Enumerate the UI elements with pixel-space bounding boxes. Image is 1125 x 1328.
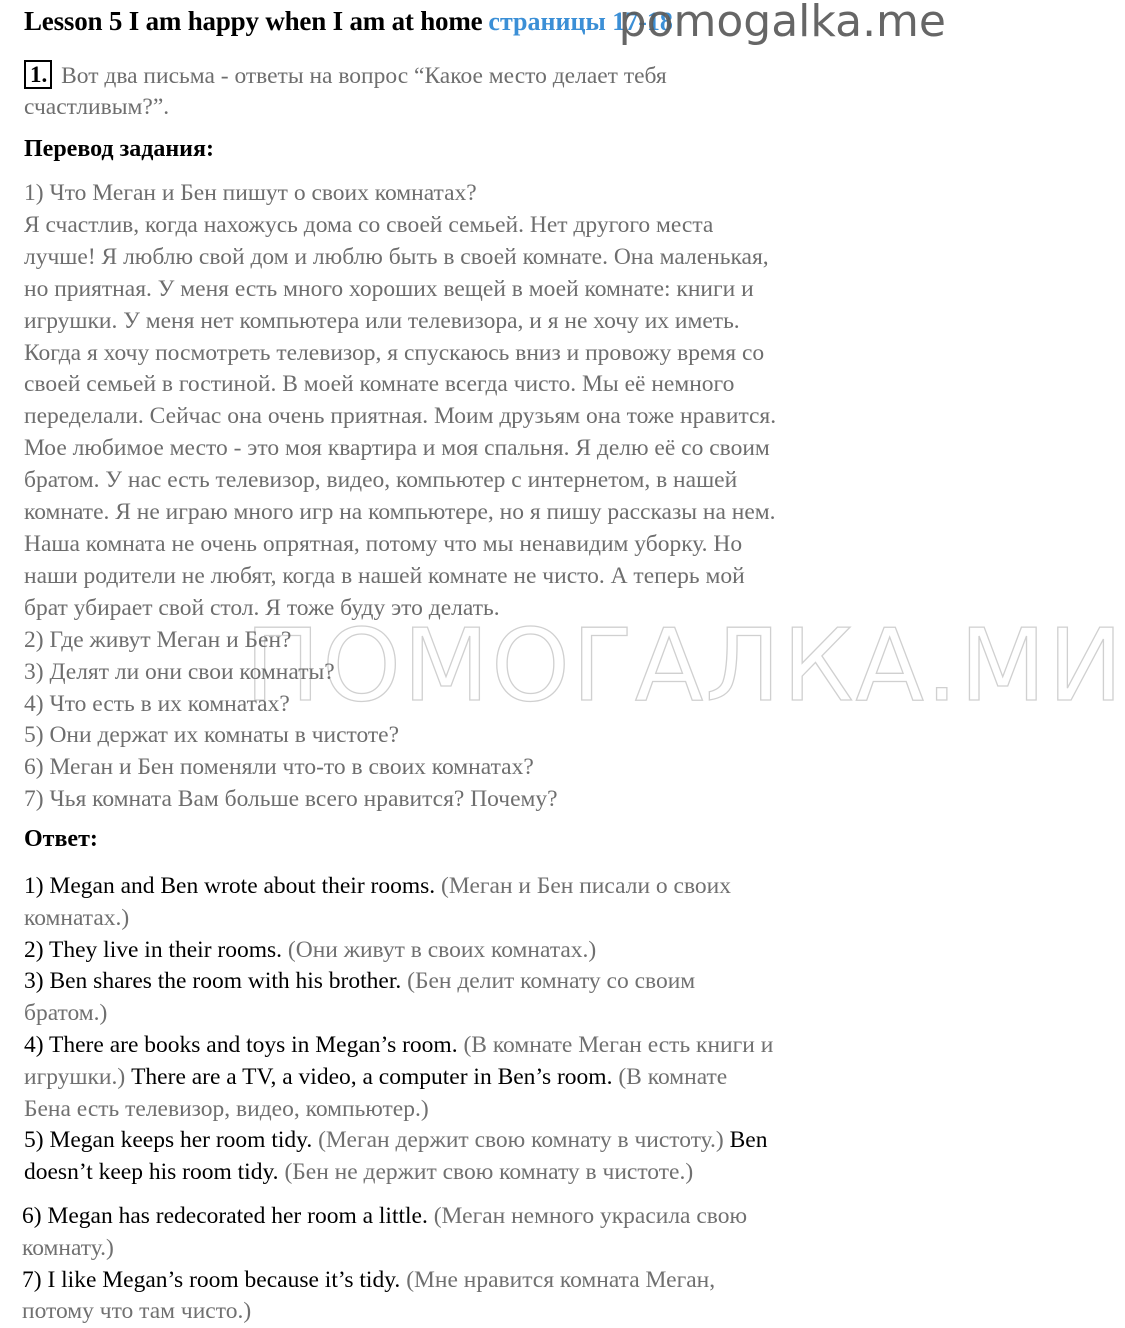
answer-line: 7) I like Megan’s room because it’s tidy. (Мне нравится комната Меган, <box>22 1266 716 1293</box>
translation-line: Когда я хочу посмотреть телевизор, я спускаюсь вниз и провожу время со <box>24 339 765 366</box>
answer-line: комнату.) <box>22 1234 114 1261</box>
answer-line: комнатах.) <box>24 904 130 931</box>
answer-line: 2) They live in their rooms. (Они живут в своих комнатах.) <box>24 936 597 963</box>
answer-line: doesn’t keep his room tidy. (Бен не держит свою комнату в чистоте.) <box>24 1159 694 1186</box>
task-number: 1. <box>24 60 52 89</box>
translation-line: 6) Меган и Бен поменяли что-то в своих комнатах? <box>24 754 534 781</box>
translation-text <box>24 178 934 816</box>
translation-line: лучше! Я люблю свой дом и люблю быть в своей комнате. Она маленькая, <box>24 243 769 270</box>
site-watermark: pomogalka.me <box>618 0 946 47</box>
translation-line: 2) Где живут Меган и Бен? <box>24 626 292 653</box>
answer-block-6-7 <box>22 1201 932 1328</box>
answer-line: 4) There are books and toys in Megan’s room. (В комнате Меган есть книги и <box>24 1031 774 1058</box>
answer-line: 3) Ben shares the room with his brother. (Бен делит комнату со своим <box>24 968 696 995</box>
answer-line: 5) Megan keeps her room tidy. (Меган держит свою комнату в чистоту.) Ben <box>24 1127 768 1154</box>
lesson-title: Lesson 5 I am happy when I am at home <box>24 6 483 36</box>
translation-line: 7) Чья комната Вам больше всего нравится? Почему? <box>24 786 558 813</box>
pages-label: страницы 17-18 <box>488 7 673 36</box>
task-text-line2: счастливым?”. <box>24 94 170 120</box>
task-statement <box>24 60 824 123</box>
translation-line: но приятная. У меня есть много хороших вещей в моей комнате: книги и <box>24 275 754 302</box>
translation-line: переделали. Сейчас она очень приятная. Моим друзьям она тоже нравится. <box>24 403 777 430</box>
translation-line: Наша комната не очень опрятная, потому что мы ненавидим уборку. Но <box>24 530 743 557</box>
task-text-line1: Вот два письма - ответы на вопрос “Какое место делает тебя <box>61 63 667 89</box>
answer-line: 6) Megan has redecorated her room a little. (Меган немного украсила свою <box>22 1203 748 1229</box>
translation-line: брат убирает свой стол. Я тоже буду это делать. <box>24 594 500 621</box>
answer-block-1-5 <box>24 871 934 1189</box>
translation-line: комнате. Я не играю много игр на компьютере, но я пишу рассказы на нем. <box>24 499 776 526</box>
answer-line: Бена есть телевизор, видео, компьютер.) <box>24 1095 429 1122</box>
translation-line: наши родители не любят, когда в нашей комнате не чисто. А теперь мой <box>24 562 745 589</box>
lesson-header <box>24 6 673 37</box>
answer-line: 1) Megan and Ben wrote about their rooms. (Меган и Бен писали о своих <box>24 873 731 899</box>
translation-heading: Перевод задания: <box>24 136 214 162</box>
translation-line: Я счастлив, когда нахожусь дома со своей семьей. Нет другого места <box>24 211 714 238</box>
translation-line: Мое любимое место - это моя квартира и моя спальня. Я делю её со своим <box>24 435 770 462</box>
answer-line: игрушки.) There are a TV, a video, a computer in Ben’s room. (В комнате <box>24 1063 728 1090</box>
answer-line: братом.) <box>24 1000 108 1027</box>
translation-line: игрушки. У меня нет компьютера или телевизора, и я не хочу их иметь. <box>24 307 740 334</box>
translation-line: 5) Они держат их комнаты в чистоте? <box>24 722 400 749</box>
answer-heading: Ответ: <box>24 826 98 852</box>
answer-line: потому что там чисто.) <box>22 1298 252 1325</box>
translation-line: братом. У нас есть телевизор, видео, компьютер с интернетом, в нашей <box>24 467 738 494</box>
translation-line: 3) Делят ли они свои комнаты? <box>24 658 335 685</box>
translation-line: 1) Что Меган и Бен пишут о своих комнатах? <box>24 180 477 206</box>
watermark-text: ПОМОГАЛКА.МИ <box>245 607 1125 724</box>
translation-line: 4) Что есть в их комнатах? <box>24 690 290 717</box>
translation-line: своей семьей в гостиной. В моей комнате всегда чисто. Мы её немного <box>24 371 735 398</box>
